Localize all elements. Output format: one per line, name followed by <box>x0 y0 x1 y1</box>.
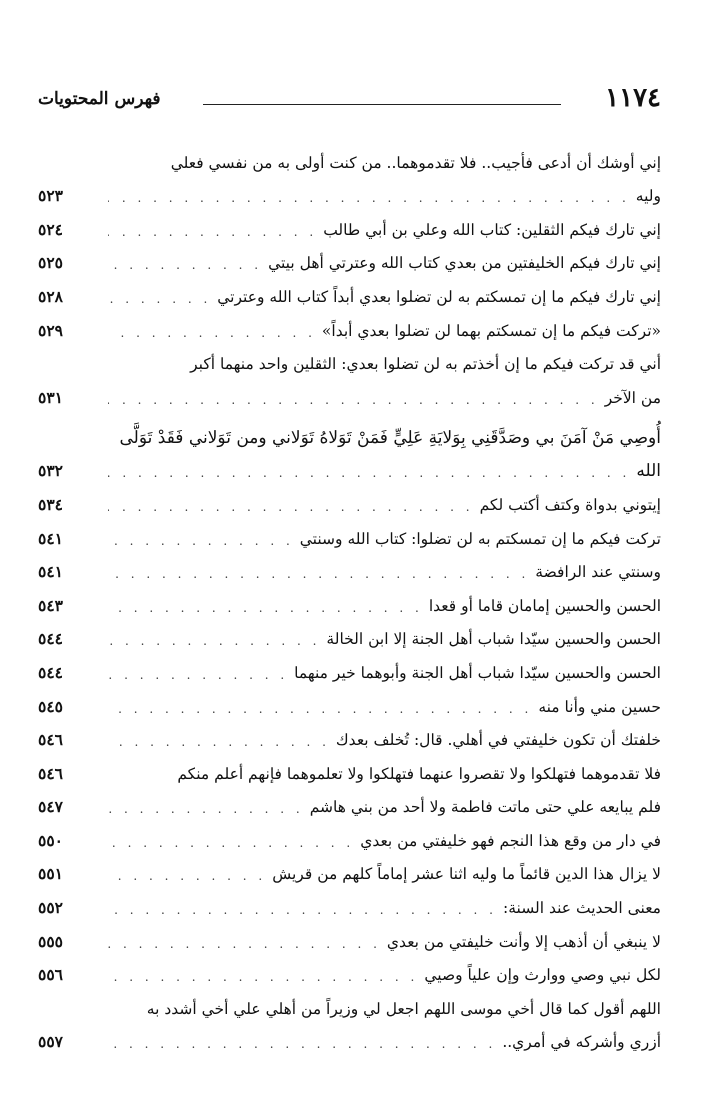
dot-leader <box>108 568 529 580</box>
dot-leader <box>108 870 266 882</box>
entry-page-number: ٥٣١ <box>38 387 63 407</box>
dot-leader <box>108 501 474 513</box>
index-entry-line <box>38 174 661 208</box>
entry-page-number: ٥٥٠ <box>38 830 63 850</box>
index-entry-line <box>38 550 661 584</box>
entry-page-number: ٥٥٥ <box>38 931 63 951</box>
entry-page-number: ٥٤١ <box>38 562 63 582</box>
entry-title-line: أُوصِي مَنْ آمَنَ بي وصَدَّقَنِي بِوَلايَةِ عَلِيٍّ فَمَنْ تَوَلاهُ تَوَلاني ومن تَوَلاني فَقَدْ تَوَلَّى <box>119 427 661 448</box>
dot-leader <box>108 938 381 950</box>
entry-title: فلم يبايعه علي حتى ماتت فاطمة ولا أحد من بني هاشم <box>309 798 661 817</box>
index-entry <box>38 986 661 1053</box>
index-entry <box>38 241 661 275</box>
entry-title: حسين مني وأنا منه <box>538 697 661 716</box>
entry-title: إيتوني بدواة وكتف أكتب لكم <box>479 495 661 514</box>
entry-page-number: ٥٣٢ <box>38 461 63 481</box>
index-entries <box>38 140 661 1053</box>
entry-title: الحسن والحسين سيّدا شباب أهل الجنة وأبوهما خير منهما <box>294 663 661 682</box>
index-entry <box>38 718 661 752</box>
entry-page-number: ٥٢٤ <box>38 219 63 239</box>
dot-leader <box>108 803 304 815</box>
entry-title: إني تارك فيكم ما إن تمسكتم به لن تضلوا بعدي أبداً كتاب الله وعترتي <box>217 287 661 306</box>
index-entry-line <box>38 650 661 684</box>
dot-leader <box>108 971 418 983</box>
index-entry <box>38 919 661 953</box>
index-entry <box>38 482 661 516</box>
dot-leader <box>108 535 294 547</box>
entry-title: وليه <box>635 187 661 206</box>
index-entry <box>38 583 661 617</box>
dot-leader <box>108 259 262 271</box>
dot-leader <box>108 467 630 479</box>
entry-title: في دار من وقع هذا النجم فهو خليفتي من بعدي <box>360 831 661 850</box>
dot-leader <box>108 602 423 614</box>
index-entry-line <box>38 449 661 483</box>
index-entry <box>38 885 661 919</box>
entry-page-number: ٥٤٥ <box>38 696 63 716</box>
index-entry-line <box>38 308 661 342</box>
dot-leader <box>108 226 317 238</box>
index-entry-line <box>38 751 661 785</box>
index-entry-line <box>38 617 661 651</box>
entry-title: تركت فيكم ما إن تمسكتم به لن تضلوا: كتاب الله وسنتي <box>299 529 661 548</box>
entry-page-number: ٥٥٦ <box>38 965 63 985</box>
dot-leader <box>108 192 630 204</box>
entry-title-line: اللهم أقول كما قال أخي موسى اللهم اجعل لي وزيراً من أهلي علي أخي أشدد به <box>146 999 661 1018</box>
index-entry-line <box>38 785 661 819</box>
index-entry-line <box>38 818 661 852</box>
page-header <box>38 82 661 118</box>
dot-leader <box>108 327 316 339</box>
index-entry-line <box>38 583 661 617</box>
entry-page-number: ٥٢٣ <box>38 186 63 206</box>
entry-page-number: ٥٥٢ <box>38 898 63 918</box>
index-entry-line <box>38 1020 661 1054</box>
entry-title: فلا تقدموهما فتهلكوا ولا تقصروا عنهما فتهلكوا ولا تعلموهما فإنهم أعلم منكم <box>177 764 661 783</box>
entry-title: الحسن والحسين سيّدا شباب أهل الجنة إلا ابن الخالة <box>326 630 661 649</box>
entry-title: لا يزال هذا الدين قائماً ما وليه اثنا عشر إماماً كلهم من قريش <box>272 865 661 884</box>
entry-title: من الآخر <box>604 388 661 407</box>
index-entry <box>38 274 661 308</box>
entry-page-number: ٥٥٧ <box>38 1032 63 1052</box>
index-entry-line <box>38 684 661 718</box>
dot-leader <box>108 669 288 681</box>
entry-title: معنى الحديث عند السنة: <box>503 899 661 918</box>
index-entry-line <box>38 482 661 516</box>
entry-page-number: ٥٢٥ <box>38 253 63 273</box>
entry-title: وسنتي عند الرافضة <box>535 563 661 582</box>
index-entry-line <box>38 207 661 241</box>
entry-title: خلفتك أن تكون خليفتي في أهلي. قال: تُخلف بعدك <box>335 731 661 750</box>
index-entry-line <box>38 885 661 919</box>
entry-title: إني تارك فيكم الخليفتين من بعدي كتاب الله وعترتي أهل بيتي <box>268 254 661 273</box>
index-entry <box>38 342 661 409</box>
entry-title: «تركت فيكم ما إن تمسكتم بهما لن تضلوا بعدي أبداً» <box>321 321 661 340</box>
dot-leader <box>108 394 599 406</box>
dot-leader <box>108 904 497 916</box>
entry-page-number: ٥٤٧ <box>38 797 63 817</box>
dot-leader <box>108 703 532 715</box>
header-rule <box>203 104 561 105</box>
entry-page-number: ٥٤٣ <box>38 595 63 615</box>
dot-leader <box>108 736 330 748</box>
index-entry <box>38 852 661 886</box>
index-entry <box>38 308 661 342</box>
page-number: ١١٧٤ <box>605 83 661 113</box>
index-entry <box>38 818 661 852</box>
index-entry <box>38 953 661 987</box>
entry-page-number: ٥٤٤ <box>38 662 63 682</box>
index-entry-line <box>38 852 661 886</box>
entry-title: لا ينبغي أن أذهب إلا وأنت خليفتي من بعدي <box>386 932 661 951</box>
index-entry <box>38 785 661 819</box>
index-entry <box>38 550 661 584</box>
index-entry-line <box>38 274 661 308</box>
index-entry <box>38 140 661 207</box>
entry-title: لكل نبي وصي ووارث وإن علياً وصيي <box>424 966 661 985</box>
entry-page-number: ٥٤١ <box>38 528 63 548</box>
index-entry <box>38 751 661 785</box>
index-entry <box>38 409 661 483</box>
entry-page-number: ٥٤٦ <box>38 763 63 783</box>
dot-leader <box>108 293 211 305</box>
entry-page-number: ٥٤٤ <box>38 629 63 649</box>
dot-leader <box>108 1038 496 1050</box>
entry-title: إني تارك فيكم الثقلين: كتاب الله وعلي بن أبي طالب <box>323 220 661 239</box>
index-entry <box>38 684 661 718</box>
index-entry <box>38 650 661 684</box>
entry-title-line: إني أوشك أن أدعى فأجيب.. فلا تقدموهما.. من كنت أولى به من نفسي فعلي <box>170 153 661 172</box>
index-entry <box>38 207 661 241</box>
dot-leader <box>108 837 354 849</box>
entry-page-number: ٥٣٤ <box>38 494 63 514</box>
index-entry <box>38 516 661 550</box>
entry-page-number: ٥٢٩ <box>38 320 63 340</box>
entry-title-line: أني قد تركت فيكم ما إن أخذتم به لن تضلوا بعدي: الثقلين واحد منهما أكبر <box>190 355 661 374</box>
entry-title: الله <box>636 461 661 482</box>
index-entry <box>38 617 661 651</box>
index-entry-line <box>38 375 661 409</box>
entry-page-number: ٥٤٦ <box>38 730 63 750</box>
entry-title: الحسن والحسين إمامان قاما أو قعدا <box>428 596 661 615</box>
dot-leader <box>108 635 320 647</box>
index-entry-line <box>38 718 661 752</box>
index-entry-line <box>38 241 661 275</box>
index-entry-line <box>38 919 661 953</box>
entry-page-number: ٥٢٨ <box>38 286 63 306</box>
entry-page-number: ٥٥١ <box>38 864 63 884</box>
entry-title: أزري وأشركه في أمري.. <box>502 1033 661 1052</box>
header-title: فهرس المحتويات <box>38 89 161 109</box>
index-entry-line <box>38 953 661 987</box>
index-entry-line <box>38 516 661 550</box>
